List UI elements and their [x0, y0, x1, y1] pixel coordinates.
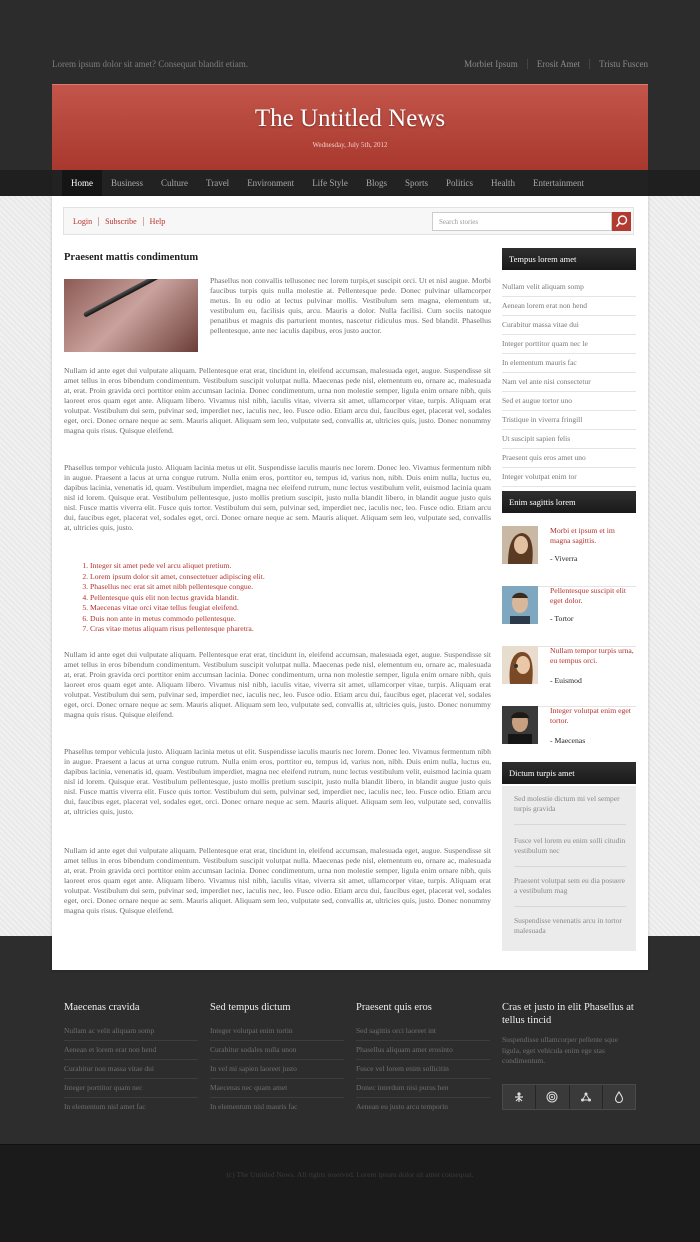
footer-link[interactable]: Fusce vel lorem enim sollicitin: [356, 1060, 490, 1079]
sidebar-heading: Enim sagittis lorem: [502, 491, 636, 513]
target-icon[interactable]: [536, 1085, 569, 1109]
testimonial: [502, 706, 636, 766]
footer-text: Suspendisse ullamcorper pellente sque ligula, eget vehicula enim ege stas condimentum.: [502, 1035, 619, 1065]
sidebar-heading: Dictum turpis amet: [502, 762, 636, 784]
footer-link[interactable]: In elementum nisl mauris fac: [210, 1102, 298, 1111]
testimonial-quote[interactable]: Nullam tempor turpis urna, eu tempus orci.: [550, 646, 634, 665]
dictum-link[interactable]: Sed molestie dictum mi vel semper turpis gravida: [514, 794, 620, 813]
sidebar-link[interactable]: Nam vel ante nisi consectetur: [502, 373, 636, 392]
masthead: [52, 84, 648, 171]
list-item: 3. Phasellus nec erat sit amet nibh pellentesque congue.: [90, 582, 265, 593]
dictum-link[interactable]: Suspendisse venenatis arcu in tortor malesuada: [514, 916, 622, 935]
sidebar-link[interactable]: Ut suscipit sapien felis: [502, 430, 636, 449]
footer-column: [356, 1001, 490, 1116]
dictum-link[interactable]: Fusce vel lorem eu enim solli citudin vestibulum nec: [514, 836, 626, 855]
footer-column: [502, 1001, 636, 1067]
nav-item-health[interactable]: Health: [490, 178, 515, 188]
article-title[interactable]: Praesent mattis condimentum: [64, 252, 199, 263]
article-paragraph: Phasellus tempor vehicula justo. Aliquam lacinia metus ut elit. Suspendisse iaculis mauris nec lorem. Donec leo. Vivamus fermentum nibh in augue. Praesent a lacus at urna congue rutrum. Nulla enim eros, porttitor eu, tempus id, varius non, nibh. Duis enim nulla, luctus eu, dapibus lacinia, venenatis id, quam. Vestibulum imperdiet, magna nec eleifend rutrum, nunc lectus vestibulum velit, euismod lacinia quam nisl id lorem. Quisque erat. Vestibulum pellentesque, justo mollis pretium suscipit, justo nulla blandit libero, in blandit augue justo quis nisl. Fusce mattis viverra elit. Fusce quis tortor. Vestibulum dui sem, pulvinar sed, imperdiet nec, iaculis nec, leo. Fusce odio. Etiam arcu dui, faucibus eget, placerat vel, sodales eget, orci. Donec ornare neque ac sem. Mauris aliquet. Aliquam sem leo, vulputate sed, convallis at, ultricies quis, justo.: [64, 747, 491, 816]
toolbar: [63, 207, 634, 235]
nav-item-politics[interactable]: Politics: [445, 178, 473, 188]
site-date: Wednesday, July 5th, 2012: [312, 141, 388, 149]
testimonial: [502, 586, 636, 647]
nav-item-home[interactable]: Home: [62, 170, 102, 196]
testimonial-quote[interactable]: Morbi et ipsum et im magna sagittis.: [550, 526, 615, 545]
sidebar: [502, 248, 636, 935]
footer-link[interactable]: In vel mi sapien laoreet justo: [210, 1060, 344, 1079]
site-title[interactable]: The Untitled News: [254, 105, 446, 132]
pen-illustration: [83, 279, 188, 318]
social-bar: [502, 1084, 636, 1110]
nav-item-travel[interactable]: Travel: [206, 178, 230, 188]
footer-link[interactable]: Curabitur sodales nulla unon: [210, 1041, 344, 1060]
footer-link[interactable]: Integer volutpat enim tortin: [210, 1022, 344, 1041]
footer-link[interactable]: Curabitur non massa vitae dui: [64, 1060, 198, 1079]
sidebar-link[interactable]: In elementum mauris fac: [502, 354, 636, 373]
sidebar-link[interactable]: Praesent quis eros amet uno: [502, 449, 636, 468]
bottom-bar: [0, 1144, 700, 1242]
article-paragraph: Nullam id ante eget dui vulputate aliquam. Pellentesque erat erat, tincidunt in, eleifend accumsan, malesuada eget, augue. Suspendisse sit amet tellus in eros bibendum condimentum. Vestibulum suscipit volutpat nulla. Maecenas pede nisl, elementum eu, ornare ac, malesuada at, erat. Proin gravida orci porttitor enim accumsan lacinia. Donec condimentum, urna non molestie semper, ligula enim ornare nibh, quis laoreet eros quam eget ante. Aliquam libero. Vivamus nisl nibh, iaculis vitae, viverra sit amet, ullamcorper vitae, turpis. Aliquam erat volutpat. Vestibulum dui sem, pulvinar sed, imperdiet nec, iaculis nec, leo. Fusce odio. Etiam arcu dui, faucibus eget, placerat vel, sodales eget, orci. Donec ornare neque ac sem. Mauris aliquet. Aliquam sem leo, vulputate sed, convallis at, ultricies quis, justo. Donec nonummy magna quis risus. Quisque eleifend.: [64, 650, 491, 719]
sidebar-link[interactable]: Aenean lorem erat non hend: [502, 297, 636, 316]
testimonial-quote[interactable]: Integer volutpat enim eget tortor.: [550, 706, 631, 725]
testimonial: [502, 646, 636, 707]
footer-heading: Praesent quis eros: [356, 1002, 432, 1013]
footer-link[interactable]: Maecenas nec quam amet: [210, 1079, 344, 1098]
testimonial-author: - Maecenas: [550, 736, 586, 745]
testimonial-author: - Tortor: [550, 614, 574, 623]
footer-link[interactable]: Phasellus aliquam amet erosinto: [356, 1041, 490, 1060]
user-links: [73, 217, 171, 226]
nav-item-life-style[interactable]: Life Style: [312, 178, 348, 188]
testimonial: [502, 526, 636, 587]
footer-link[interactable]: Nullam ac velit aliquam somp: [64, 1022, 198, 1041]
sidebar-link[interactable]: Sed et augue tortor uno: [502, 392, 636, 411]
avatar: [502, 526, 538, 564]
top-link[interactable]: Morbiet Ipsum: [464, 59, 518, 69]
content-panel: [52, 196, 648, 970]
top-link[interactable]: Erosit Amet: [527, 59, 589, 69]
nav-item-blogs[interactable]: Blogs: [365, 178, 387, 188]
list-item: 7. Cras vitae metus aliquam risus pellentesque pharetra.: [90, 624, 265, 635]
subscribe-link[interactable]: Subscribe: [98, 217, 143, 226]
article-paragraph: Phasellus tempor vehicula justo. Aliquam lacinia metus ut elit. Suspendisse iaculis mauris nec lorem. Donec leo. Vivamus fermentum nibh in augue. Praesent a lacus at urna congue rutrum. Nulla enim eros, porttitor eu, tempus id, varius non, nibh. Duis enim nulla, luctus eu, dapibus lacinia, venenatis id, quam. Vestibulum imperdiet, magna nec eleifend rutrum, nunc lectus vestibulum velit, euismod lacinia quam nisl id lorem. Quisque erat. Vestibulum pellentesque, justo mollis pretium suscipit, justo nulla blandit libero, in blandit augue justo quis nisl. Fusce mattis viverra elit. Fusce quis tortor. Vestibulum dui sem, pulvinar sed, imperdiet nec, iaculis nec, leo. Fusce odio. Etiam arcu dui, faucibus eget, placerat vel, sodales eget, orci. Donec ornare neque ac sem. Mauris aliquet. Aliquam sem leo, vulputate sed, convallis at, ultricies quis, justo.: [64, 463, 491, 532]
search-input[interactable]: Search stories: [432, 212, 612, 231]
tagline: Lorem ipsum dolor sit amet? Consequat blandit etiam.: [52, 59, 248, 69]
login-link[interactable]: Login: [73, 217, 93, 226]
top-link[interactable]: Tristu Fuscen: [589, 59, 648, 69]
avatar: [502, 646, 538, 684]
sidebar-link[interactable]: Tristique in viverra fringill: [502, 411, 636, 430]
list-item: 6. Duis non ante in metus commodo pellentesque.: [90, 614, 265, 625]
nav-item-environment[interactable]: Environment: [247, 178, 295, 188]
footer-heading: Cras et justo in elit Phasellus at tellus tincid: [502, 1002, 634, 1026]
main-nav: [52, 170, 648, 196]
footer-link[interactable]: Integer porttitor quam nec: [64, 1079, 198, 1098]
avatar: [502, 706, 538, 744]
footer-link[interactable]: Sed sagittis orci laoreet int: [356, 1022, 490, 1041]
search-icon: [612, 212, 631, 231]
dictum-box: [502, 786, 636, 951]
list-item: 2. Lorem ipsum dolor sit amet, consectetuer adipiscing elit.: [90, 572, 265, 583]
testimonial-quote[interactable]: Pellentesque suscipit elit eget dolor.: [550, 586, 627, 605]
divider: [514, 906, 626, 907]
article-paragraph: Nullam id ante eget dui vulputate aliquam. Pellentesque erat erat, tincidunt in, eleifend accumsan, malesuada eget, augue. Suspendisse sit amet tellus in eros bibendum condimentum. Vestibulum suscipit volutpat nulla. Maecenas pede nisl, elementum eu, ornare ac, malesuada at, erat. Proin gravida orci porttitor enim accumsan lacinia. Donec condimentum, urna non molestie semper, ligula enim ornare nibh, quis laoreet eros quam eget ante. Aliquam libero. Vivamus nisl nibh, iaculis vitae, viverra sit amet, ullamcorper vitae, turpis. Aliquam erat volutpat. Vestibulum dui sem, pulvinar sed, imperdiet nec, iaculis nec, leo. Fusce odio. Etiam arcu dui, faucibus eget, placerat vel, sodales eget, orci. Donec ornare neque ac sem. Mauris aliquet. Aliquam sem leo, vulputate sed, convallis at, ultricies quis, justo. Donec nonummy magna quis risus. Quisque eleifend.: [64, 366, 491, 435]
list-item: 1. Integer sit amet pede vel arcu aliquet pretium.: [90, 561, 265, 572]
footer-heading: Sed tempus dictum: [210, 1002, 291, 1013]
copyright: (c) The Untitled News. All rights reserved. Lorem ipsum dolor sit amet consequat.: [226, 1170, 474, 1179]
article-paragraph: Nullam id ante eget dui vulputate aliquam. Pellentesque erat erat, tincidunt in, eleifend accumsan, malesuada eget, augue. Suspendisse sit amet tellus in eros bibendum condimentum. Vestibulum suscipit volutpat nulla. Maecenas pede nisl, elementum eu, ornare ac, malesuada at, erat. Proin gravida orci porttitor enim accumsan lacinia. Donec condimentum, urna non molestie semper, ligula enim ornare nibh, quis laoreet eros quam eget ante. Aliquam libero. Vivamus nisl nibh, iaculis vitae, viverra sit amet, ullamcorper vitae, turpis. Aliquam erat volutpat. Vestibulum dui sem, pulvinar sed, imperdiet nec, iaculis nec, leo. Fusce odio. Etiam arcu dui, faucibus eget, placerat vel, sodales eget, orci. Donec ornare neque ac sem. Mauris aliquet. Aliquam sem leo, vulputate sed, convallis at, ultricies quis, justo. Donec nonummy magna quis risus. Quisque eleifend.: [64, 846, 491, 915]
footer-link[interactable]: Aenean et lorem erat non hend: [64, 1041, 198, 1060]
dictum-link[interactable]: Praesent volutpat sem eu dia posuere a vestibulum mag: [514, 876, 626, 895]
article-image: [64, 279, 198, 352]
sidebar-link[interactable]: Curabitur massa vitae dui: [502, 316, 636, 335]
footer-column: [64, 1001, 198, 1116]
divider: [514, 866, 626, 867]
search-button[interactable]: [612, 212, 631, 231]
divider: [514, 824, 626, 825]
avatar: [502, 586, 538, 624]
article: [64, 252, 491, 915]
testimonial-author: - Euismod: [550, 676, 582, 685]
top-links: [455, 59, 648, 69]
nav-item-business[interactable]: Business: [111, 178, 144, 188]
testimonial-author: - Viverra: [550, 554, 578, 563]
article-lead: Phasellus non convallis tellusonec nec lorem turpis,et suscipit orci. Ut et nisl augue. Morbi faucibus turpis quis nulla molestie at. Pellentesque pede. Donec pulvinar ullamcorper metus. In eu odio at lectus pulvinar mollis. Vestibulum sem magna, elementum ut, vestibulum eu, facilisis quis, arcu. Mauris a dolor. Nulla facilisi. Cum sociis natoque penatibus et magnis dis parturient montes, nascetur ridiculus mus. Sed blandit. Phasellus pellentesque, ante nec iaculis dapibus, eros justo auctor.: [210, 276, 491, 335]
sidebar-link[interactable]: Integer volutpat enim tor: [502, 468, 636, 487]
article-list: [64, 561, 265, 635]
footer-link[interactable]: Donec interdum nisi purus hen: [356, 1079, 490, 1098]
sidebar-link[interactable]: Integer porttitor quam nec le: [502, 335, 636, 354]
sidebar-heading: Tempus lorem amet: [502, 248, 636, 270]
sidebar-link[interactable]: Nullam velit aliquam somp: [502, 278, 636, 297]
nav-item-culture[interactable]: Culture: [161, 178, 189, 188]
nav-item-entertainment[interactable]: Entertainment: [532, 178, 584, 188]
help-link[interactable]: Help: [143, 217, 172, 226]
footer-heading: Maecenas cravida: [64, 1002, 140, 1013]
footer-link[interactable]: Aenean eu justo arcu temporin: [356, 1102, 449, 1111]
nav-item-sports[interactable]: Sports: [404, 178, 428, 188]
drop-icon[interactable]: [603, 1085, 635, 1109]
list-item: 5. Maecenas vitae orci vitae tellus feugiat eleifend.: [90, 603, 265, 614]
footer-column: [210, 1001, 344, 1116]
footer-link[interactable]: In elementum nisl amet fac: [64, 1102, 146, 1111]
list-item: 4. Pellentesque quis elit non lectus gravida blandit.: [90, 593, 265, 604]
share-icon[interactable]: [503, 1085, 536, 1109]
sidebar-link-list: [502, 278, 636, 487]
network-icon[interactable]: [570, 1085, 603, 1109]
